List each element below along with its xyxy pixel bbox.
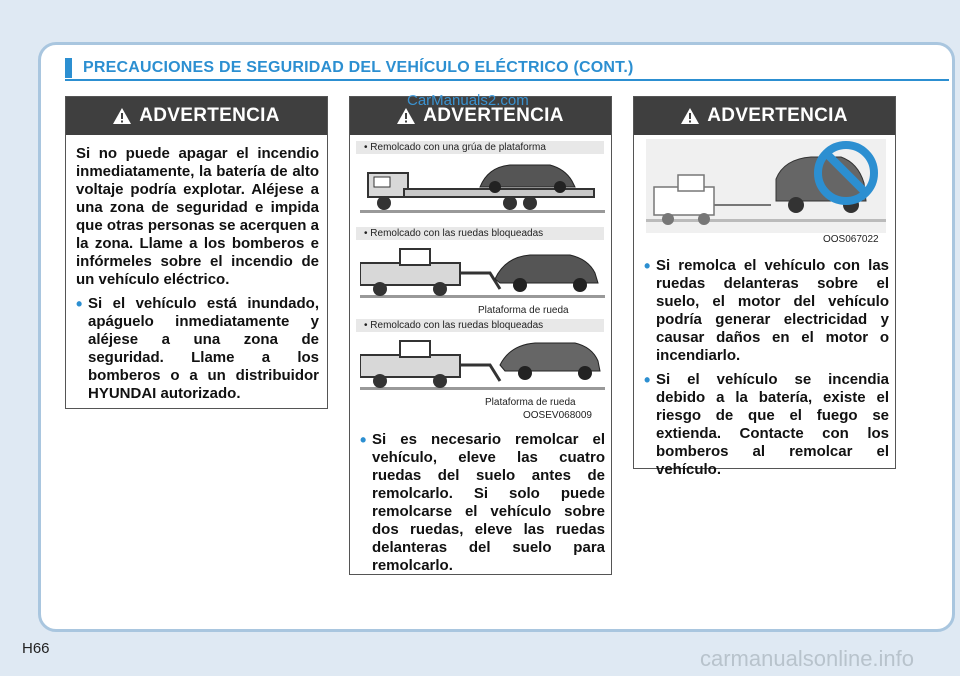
warning-header-label: ADVERTENCIA: [139, 105, 280, 126]
caption-flatbed: • Remolcado con una grúa de plataforma: [356, 141, 604, 154]
caption-wheel-lift-2: • Remolcado con las ruedas bloqueadas: [356, 319, 604, 332]
watermark-link[interactable]: CarManuals2.com: [407, 92, 529, 109]
title-accent-bar: [65, 58, 72, 78]
bullet-text: Si es necesario remolcar el vehículo, eleve las cuatro ruedas del suelo antes de remolcarlo. Si solo puede remolcarse el vehículo sobre dos ruedas, eleve las ruedas delanteras del suelo para remolcarlo.: [372, 431, 605, 574]
warning-header: [66, 97, 327, 135]
bullet-text: Si remolca el vehículo con las ruedas delanteras sobre el suelo, el motor del vehículo podría generar electricidad y causar daños en el motor o incendiarlo.: [656, 257, 889, 364]
warning-box-towing: [349, 96, 612, 575]
wheel-lift-illustration-2: [360, 335, 605, 395]
warning-bullet: [644, 257, 889, 365]
warning-body: [634, 241, 897, 479]
warning-triangle-icon: [113, 108, 131, 124]
prohibited-tow-illustration: [646, 139, 886, 233]
bullet-dot-icon: •: [644, 370, 651, 390]
image-code: OOS067022: [823, 234, 879, 245]
title-rule: [65, 79, 949, 81]
section-title: PRECAUCIONES DE SEGURIDAD DEL VEHÍCULO ELÉCTRICO (CONT.): [83, 59, 634, 76]
section-header: [65, 58, 949, 78]
warning-box-front-wheels: [633, 96, 896, 478]
bullet-dot-icon: •: [76, 294, 83, 314]
warning-triangle-icon: [397, 108, 415, 124]
warning-header-label: ADVERTENCIA: [423, 105, 564, 126]
platform-label-1: Plataforma de rueda: [478, 305, 569, 316]
warning-bullet: [644, 371, 889, 479]
warning-header-label: ADVERTENCIA: [707, 105, 848, 126]
flatbed-tow-illustration: [360, 155, 605, 217]
image-code: OOSEV068009: [523, 410, 592, 421]
warning-body: [66, 135, 327, 403]
platform-label-2: Plataforma de rueda: [485, 397, 576, 408]
bullet-dot-icon: •: [644, 256, 651, 276]
warning-bullet: [76, 295, 319, 403]
warning-header: [634, 97, 895, 135]
bullet-text: Si el vehículo se incendia debido a la batería, existe el riesgo de que el fuego se extienda. Contacte con los bomberos al remolcar el vehículo.: [656, 371, 889, 478]
wheel-lift-illustration-1: [360, 243, 605, 303]
warning-bullet: [360, 431, 605, 575]
warning-paragraph: Si no puede apagar el incendio inmediatamente, la batería de alto voltaje podría explotar. Aléjese a una zona de seguridad e impida que otras personas se acerquen a la zona. Llame a los bomberos e infórmeles sobre el incendio de un vehículo eléctrico.: [76, 145, 319, 288]
bullet-dot-icon: •: [360, 430, 367, 450]
watermark-footer: carmanualsonline.info: [700, 646, 915, 671]
warning-box-fire: [65, 96, 328, 409]
warning-triangle-icon: [681, 108, 699, 124]
page-number: H66: [22, 640, 50, 657]
warning-body: [350, 415, 613, 575]
bullet-text: Si el vehículo está inundado, apáguelo inmediatamente y aléjese a una zona de seguridad. Llame a los bomberos o a un distribuidor HYUNDAI autorizado.: [88, 295, 319, 402]
caption-wheel-lift-1: • Remolcado con las ruedas bloqueadas: [356, 227, 604, 240]
